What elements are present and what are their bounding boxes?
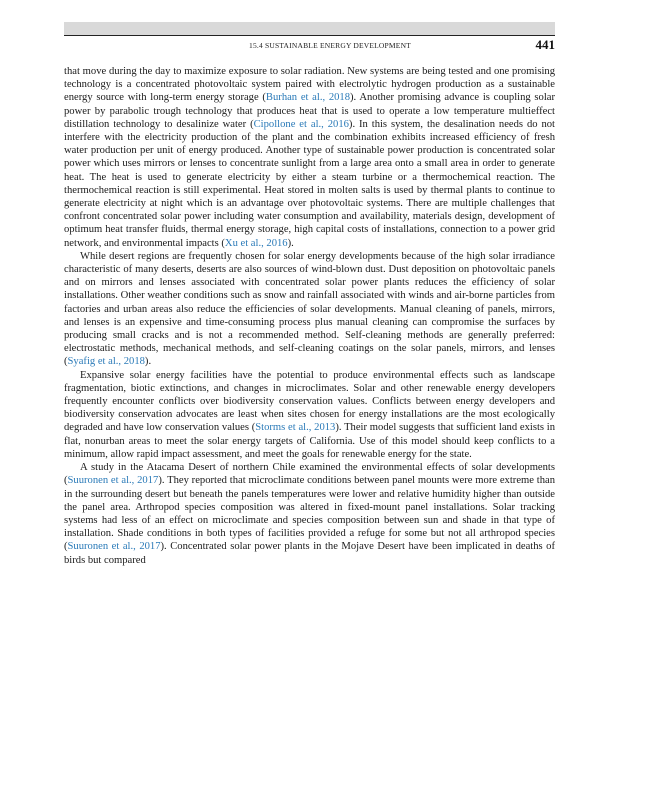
running-head: 15.4 SUSTAINABLE ENERGY DEVELOPMENT [249, 41, 411, 50]
paragraph-2: While desert regions are frequently chosen for solar energy developments because of the high solar irradiance characteristic of many deserts, deserts are also sources of wind-blown dust. Dust deposition on photovoltaic panels and on mirrors and lenses associated with concentrated solar power plants reduces the efficiency of solar installations. Other weather conditions such as snow and rainfall associated with winds and air-borne particles from factories and urban areas also reduce the efficiencies of solar developments. Manual cleaning of panels, mirrors, and lenses is an expensive and time-consuming process plus manual cleaning can compromise the surfaces by producing small cracks and is not a recommended method. Self-cleaning methods are generally preferred: electrostatic methods, mechanical methods, and self-cleaning coatings on the solar panels, mirrors, and lenses (Syafig et al., 2018). [64, 250, 555, 368]
paragraph-3: Expansive solar energy facilities have the potential to produce environmental effects such as landscape fragmentation, biotic extinctions, and changes in microclimates. Solar and other renewable energy developers frequently encounter conflicts over biodiversity conservation values. Conflicts between energy developers and biodiversity conservation advocates are least when sites chosen for energy installations are the most ecologically degraded and have low conservation values (Storms et al., 2013). Their model suggests that sufficient land exists in flat, nonurban areas to meet the solar energy targets of California. Use of this model should keep conflicts to a minimum, allow rapid impact assessment, and meet the goals for renewable energy for the state. [64, 369, 556, 460]
citation-link[interactable]: Xu et al., 2016 [224, 237, 288, 249]
paragraph-1: that move during the day to maximize exposure to solar radiation. New systems are being tested and one promising technology is a concentrated photovoltaic system paired with electrolytic hydrogen production as a sustainable energy source with long-term energy storage (Burhan et al., 2018). Another promising advance is coupling solar power by parabolic trough technology that produces heat that is used to operate a low temperature multieffect distillation technology to desalinize water (Cipollone et al., 2016). In this system, the desalination needs do not interfere with the electricity production of the plant and the combination exhibits increased efficiency of fresh water production per unit of energy produced. Another type of sustainable power production is concentrated solar power which uses mirrors or lenses to concentrate sunlight from a large area onto a small area in order to generate heat. The heat is used to generate electricity by either a steam turbine or a thermochemical reaction. The thermochemical reaction is still experimental. Heat stored in molten salts is used by thermal plants to continue to generate electricity at night which is an advantage over photovoltaic systems. There are multiple challenges that confront concentrated solar power including water consumption and availability, materials design, development of optimum heat transfer fluids, thermal energy storage, high capital costs of installations, connection to a power grid network, and environmental impacts (Xu et al., 2016). [64, 66, 556, 249]
header-bar [64, 22, 555, 35]
body-text [64, 65, 555, 567]
citation-link[interactable]: Storms et al., 2013 [255, 422, 336, 434]
citation-link[interactable]: Cipollone et al., 2016 [253, 118, 349, 130]
header-rule [64, 35, 555, 36]
citation-link[interactable]: Suuronen et al., 2017 [67, 541, 161, 553]
citation-link[interactable]: Burhan et al., 2018 [265, 92, 351, 104]
paragraph-4: A study in the Atacama Desert of northern Chile examined the environmental effects of solar developments (Suuronen et al., 2017). They reported that microclimate conditions between panel mounts were more extreme than in the surrounding desert but beneath the panels temperatures were lower and relative humidity higher than outside the panel area. Arthropod species composition was altered in fixed-mount panel installations. Solar tracking systems had less of an effect on microclimate and species composition between sun and shade in that type of installation. Shade conditions in both types of facilities provided a refuge for some but not all arthropod species (Suuronen et al., 2017). Concentrated solar power plants in the Mojave Desert have been implicated in deaths of birds but compared [64, 462, 555, 566]
citation-link[interactable]: Syafig et al., 2018 [67, 356, 145, 368]
page-number: 441 [535, 37, 555, 52]
citation-link[interactable]: Suuronen et al., 2017 [67, 475, 159, 487]
